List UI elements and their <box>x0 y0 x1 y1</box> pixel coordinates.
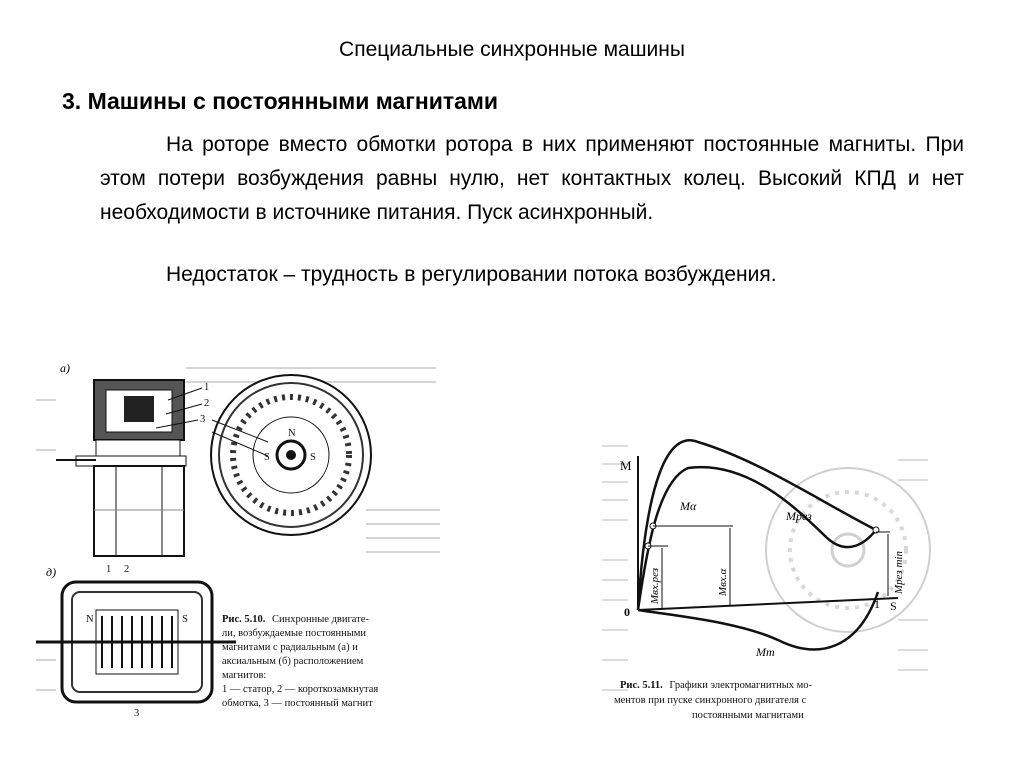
callout-3-a: 3 <box>200 414 206 425</box>
label-b: д) <box>46 565 57 579</box>
slip-one-label: 1 <box>874 597 880 611</box>
figure-5-10 <box>36 360 448 726</box>
pole-s-b: S <box>182 614 188 625</box>
label-mvx-a: Mвх.α <box>717 568 729 596</box>
pole-s-a-left: S <box>264 452 270 463</box>
m-axis-label: M <box>620 458 632 473</box>
caption-5-10-number: Рис. 5.10. <box>222 614 266 625</box>
curve-m-rez <box>638 467 876 610</box>
s-axis-label: S <box>890 599 897 613</box>
caption-5-11-line-3: постоянными магнитами <box>692 710 804 721</box>
caption-5-10-line-7: обмотка, 3 — постоянный магнит <box>222 698 373 709</box>
caption-5-11-line-1: Графики электромагнитных мо- <box>669 680 813 691</box>
svg-text:Рис. 5.10. Синхронные дв <box>222 614 369 625</box>
pole-n-b: N <box>86 614 94 625</box>
origin-label: 0 <box>624 605 630 619</box>
callout-2-b: 2 <box>124 564 130 575</box>
caption-5-10-line-5: магнитов: <box>222 670 267 681</box>
caption-5-10-line-1: Синхронные двигате- <box>272 614 369 625</box>
caption-5-10-line-6: 1 — статор, 2 — короткозамкнутая <box>222 684 379 695</box>
motor-drawings <box>36 360 448 726</box>
pole-n-a: N <box>288 428 296 439</box>
slide-title: Специальные синхронные машины <box>339 38 685 61</box>
label-a: а) <box>60 361 70 375</box>
label-m-t: Mт <box>756 645 775 659</box>
callout-3-b: 3 <box>134 708 140 719</box>
callout-2-a: 2 <box>204 398 210 409</box>
stator-housing-bottom <box>94 466 184 556</box>
caption-5-10-line-3: магнитами с радиальным (а) и <box>222 642 358 653</box>
body-paragraph-2: Недостаток – трудность в регулировании потока возбуждения. <box>166 263 777 286</box>
svg-text:Рис. 5.11. Графики элект <box>620 680 813 691</box>
body-paragraph-1: На роторе вместо обмотки ротора в них применяют постоянные магниты. При этом потери возбуждения равны нулю, нет контактных колец. Высокий КПД и нет необходимости в источнике питания. Пуск асинхронный. <box>100 133 964 224</box>
curve-m-alpha <box>638 440 876 610</box>
label-mrez-min: Mрез min <box>893 551 905 594</box>
torque-graph <box>598 360 932 734</box>
caption-5-10-line-2: ли, возбуждаемые постоянными <box>222 628 367 639</box>
callout-1-b: 1 <box>106 564 112 575</box>
caption-5-11-line-2: ментов при пуске синхронного двигателя с <box>614 695 807 706</box>
label-m-rez: Mрез <box>786 509 812 523</box>
pole-s-a-right: S <box>310 452 316 463</box>
callout-1-a: 1 <box>204 382 210 393</box>
section-heading: 3. Машины с постоянными магнитами <box>62 88 499 114</box>
label-m-alpha: Mα <box>680 499 697 513</box>
label-mvx-rez: Mвх.рез <box>649 567 661 604</box>
figure-5-11 <box>598 360 932 734</box>
caption-5-10-line-4: аксиальным (б) расположением <box>222 656 364 667</box>
caption-5-11-number: Рис. 5.11. <box>620 680 663 691</box>
